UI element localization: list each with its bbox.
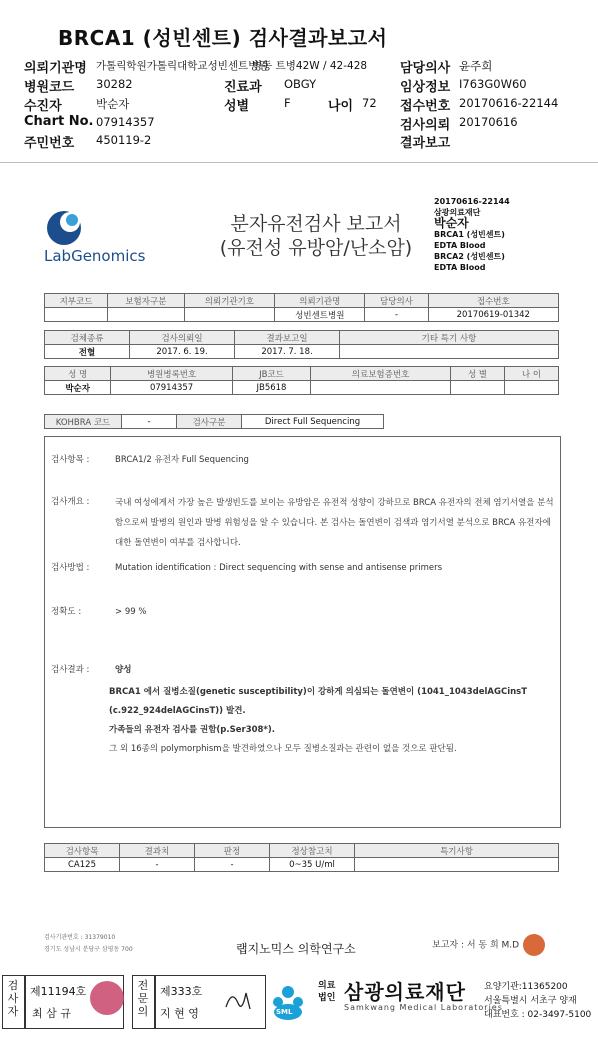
seal-icon [523,934,545,956]
table-header: 결과보고일 [235,331,340,345]
sex-value: F [284,96,291,110]
request-date-value: 20170616 [459,115,518,129]
table-cell: 성빈센트병원 [275,308,365,322]
table-header: 보험자구분 [108,294,185,308]
page-title: BRCA1 (성빈센트) 검사결과보고서 [58,26,388,50]
result-report-label: 결과보고 [400,136,451,151]
footer-note: 검사기관번호 : 31379010 [44,934,116,941]
table-header: 나 이 [504,367,558,381]
item-key: 검사개요 : [51,497,90,507]
sticker-line: BRCA2 (성빈센트) [434,252,505,261]
doctor-name: 지 현 영 [160,1007,199,1020]
specimen-sticker [434,196,510,273]
table-cell [450,381,504,395]
table-cell: CA125 [45,858,120,872]
table-cell: 20170619-01342 [428,308,559,322]
report-title [206,212,426,260]
chart-no-label: Chart No. [24,114,94,129]
result-line: BRCA1 에서 질병소질(genetic susceptibility)이 강하게 의심되는 돌연변이 (1041_1043delAGCinsT [109,687,528,697]
item-method [51,559,556,579]
lab-label: 검사자 [7,979,19,1018]
table-header: 결과치 [120,844,195,858]
item-key: 검사방법 : [51,563,90,573]
doctor-label: 담당의사 [400,61,451,76]
table-header: 특기사항 [355,844,559,858]
item-value: 국내 여성에게서 가장 높은 발생빈도를 보이는 유방암은 유전적 성향이 강하므로 BRCA 유전자의 전체 염기서열을 분석함으로써 발병의 원인과 발병 위험성을 알 수 있습니다. 본 검사는 돌연변이 검색과 염기서열 분석으로 BRCA 유전자에 대한 돌연변이 여부를 검사합니다. [115,498,554,548]
table-header: 검체종류 [45,331,130,345]
report-title-line2: (유전성 유방암/난소암) [219,237,413,259]
item-key: 검사결과 : [51,665,90,675]
table-cell [355,858,559,872]
sml-logo-icon [268,978,312,1024]
doctor-number: 제333호 [160,985,203,998]
table-header: 검사의뢰일 [130,331,235,345]
test-type-label: 검사구분 [177,415,242,429]
table-cell: - [195,858,270,872]
table-cell [340,345,559,359]
patient-label: 수진자 [24,99,62,114]
age-label: 나이 [328,99,354,114]
item-key: 정확도 : [51,607,82,617]
org-tel: 대표번호 : 02-3497-5100 [484,1010,592,1020]
table-header: 검사항목 [45,844,120,858]
table-cell: 0~35 U/ml [270,858,355,872]
item-accuracy [51,603,556,623]
table-header: 접수번호 [428,294,559,308]
table-cell [504,381,558,395]
table-header: 기타 특기 사항 [340,331,559,345]
department-value: OBGY [284,77,317,91]
table-cell: - [120,858,195,872]
table-header: 의뢰기관명 [275,294,365,308]
sticker-line: EDTA Blood [434,241,486,250]
table-header: 병원병록번호 [111,367,232,381]
item-key: 검사항목 : [51,455,90,465]
reporter [432,934,545,956]
table-cell [311,381,451,395]
table-header: 성 명 [45,367,111,381]
divider [0,162,598,163]
header [0,0,598,163]
info-table-1 [44,293,559,322]
table-header: 정상참고치 [270,844,355,858]
request-date-label: 검사의뢰 [400,118,451,133]
test-type-value: Direct Full Sequencing [242,415,384,429]
table-cell: 전혈 [45,345,130,359]
org-name: 삼광의료재단 [344,980,466,1004]
accession-label: 접수번호 [400,99,451,114]
table-header: 지부코드 [45,294,108,308]
kohbra-label: KOHBRA 코드 [45,415,122,429]
department-label: 진료과 [224,80,262,95]
ward-value: 병동 트병42W / 42-428 [252,60,368,72]
patient-value: 박순자 [96,97,130,111]
sml-logo-text: SML [276,1008,293,1016]
lab-number: 제11194호 [30,985,87,998]
institution-value: 가톨릭학원가톨릭대학교성빈센트병원 [96,60,269,72]
sticker-line: 삼광의료재단 [434,208,481,217]
item-overview [51,493,556,553]
table-header: 판정 [195,844,270,858]
result-line: 가족들의 유전자 검사를 권함(p.Ser308*). [109,725,275,735]
table-cell [108,308,185,322]
table-header: 담당의사 [365,294,428,308]
doctor-value: 윤주희 [459,59,493,73]
lab-seal-icon [90,981,124,1015]
corp-type-line: 법인 [318,993,336,1003]
item-test [51,451,556,471]
signature-icon [222,985,254,1015]
sticker-line: EDTA Blood [434,263,486,272]
info-table-3 [44,366,559,395]
sticker-name: 박순자 [434,216,469,230]
item-value: > 99 % [115,607,147,617]
hospital-code-value: 30282 [96,77,133,91]
table-header: 성 별 [450,367,504,381]
result-details [109,683,549,759]
table-cell [184,308,274,322]
report-title-line1: 분자유전검사 보고서 [230,213,402,235]
table-cell: - [365,308,428,322]
table-cell: 박순자 [45,381,111,395]
org-name-en: Samkwang Medical Laboratories [344,1003,503,1012]
hospital-code-label: 병원코드 [24,80,75,95]
clinical-info-label: 임상정보 [400,80,451,95]
kohbra-table [44,414,384,429]
resident-no-label: 주민번호 [24,136,75,151]
info-table-2 [44,330,559,359]
table-cell: 2017. 6. 19. [130,345,235,359]
logo-text: LabGenomics [44,247,146,265]
sticker-line: 20170616-22144 [434,197,510,206]
sex-label: 성별 [224,99,250,114]
table-cell: 07914357 [111,381,232,395]
doctor-label: 전문의 [137,979,149,1018]
table-cell [45,308,108,322]
corp-type-line: 의료 [318,981,336,991]
lab-name: 최 삼 규 [32,1007,71,1020]
labgenomics-logo-icon [44,206,88,246]
table-header: 의료보험증번호 [311,367,451,381]
age-value: 72 [362,96,377,110]
corp-type [318,980,335,1004]
institute-name: 랩지노믹스 의학연구소 [236,942,356,956]
kohbra-value: - [122,415,177,429]
item-value: Mutation identification : Direct sequencing with sense and antisense primers [115,563,443,573]
item-value: BRCA1/2 유전자 Full Sequencing [115,455,249,465]
ca125-table [44,843,559,872]
footer-note: 경기도 성남시 분당구 삼평동 700 [44,946,133,953]
clinical-info-value: I763G0W60 [459,77,527,91]
table-header: 의뢰기관기호 [184,294,274,308]
result-line: (c.922_924delAGCinsT)) 발견. [109,706,246,716]
resident-no-value: 450119-2 [96,133,152,147]
sticker-line: BRCA1 (성빈센트) [434,230,505,239]
result-line: 그 외 16종의 polymorphism을 발견하였으나 모두 질병소질과는 관련이 없을 것으로 판단됨. [109,744,457,754]
header-row-1: 의뢰기관명 [24,61,87,76]
table-cell: 2017. 7. 18. [235,345,340,359]
reporter-text: 보고자 : 서 동 희 M.D [432,940,520,951]
result-value: 양성 [115,665,132,675]
org-code: 요양기관:11365200 [484,982,568,992]
chart-no-value: 07914357 [96,115,155,129]
table-header: JB코드 [232,367,310,381]
result-box [44,436,561,828]
accession-value: 20170616-22144 [459,96,559,110]
org-address: 서울특별시 서초구 양재 [484,996,577,1006]
table-cell: JB5618 [232,381,310,395]
